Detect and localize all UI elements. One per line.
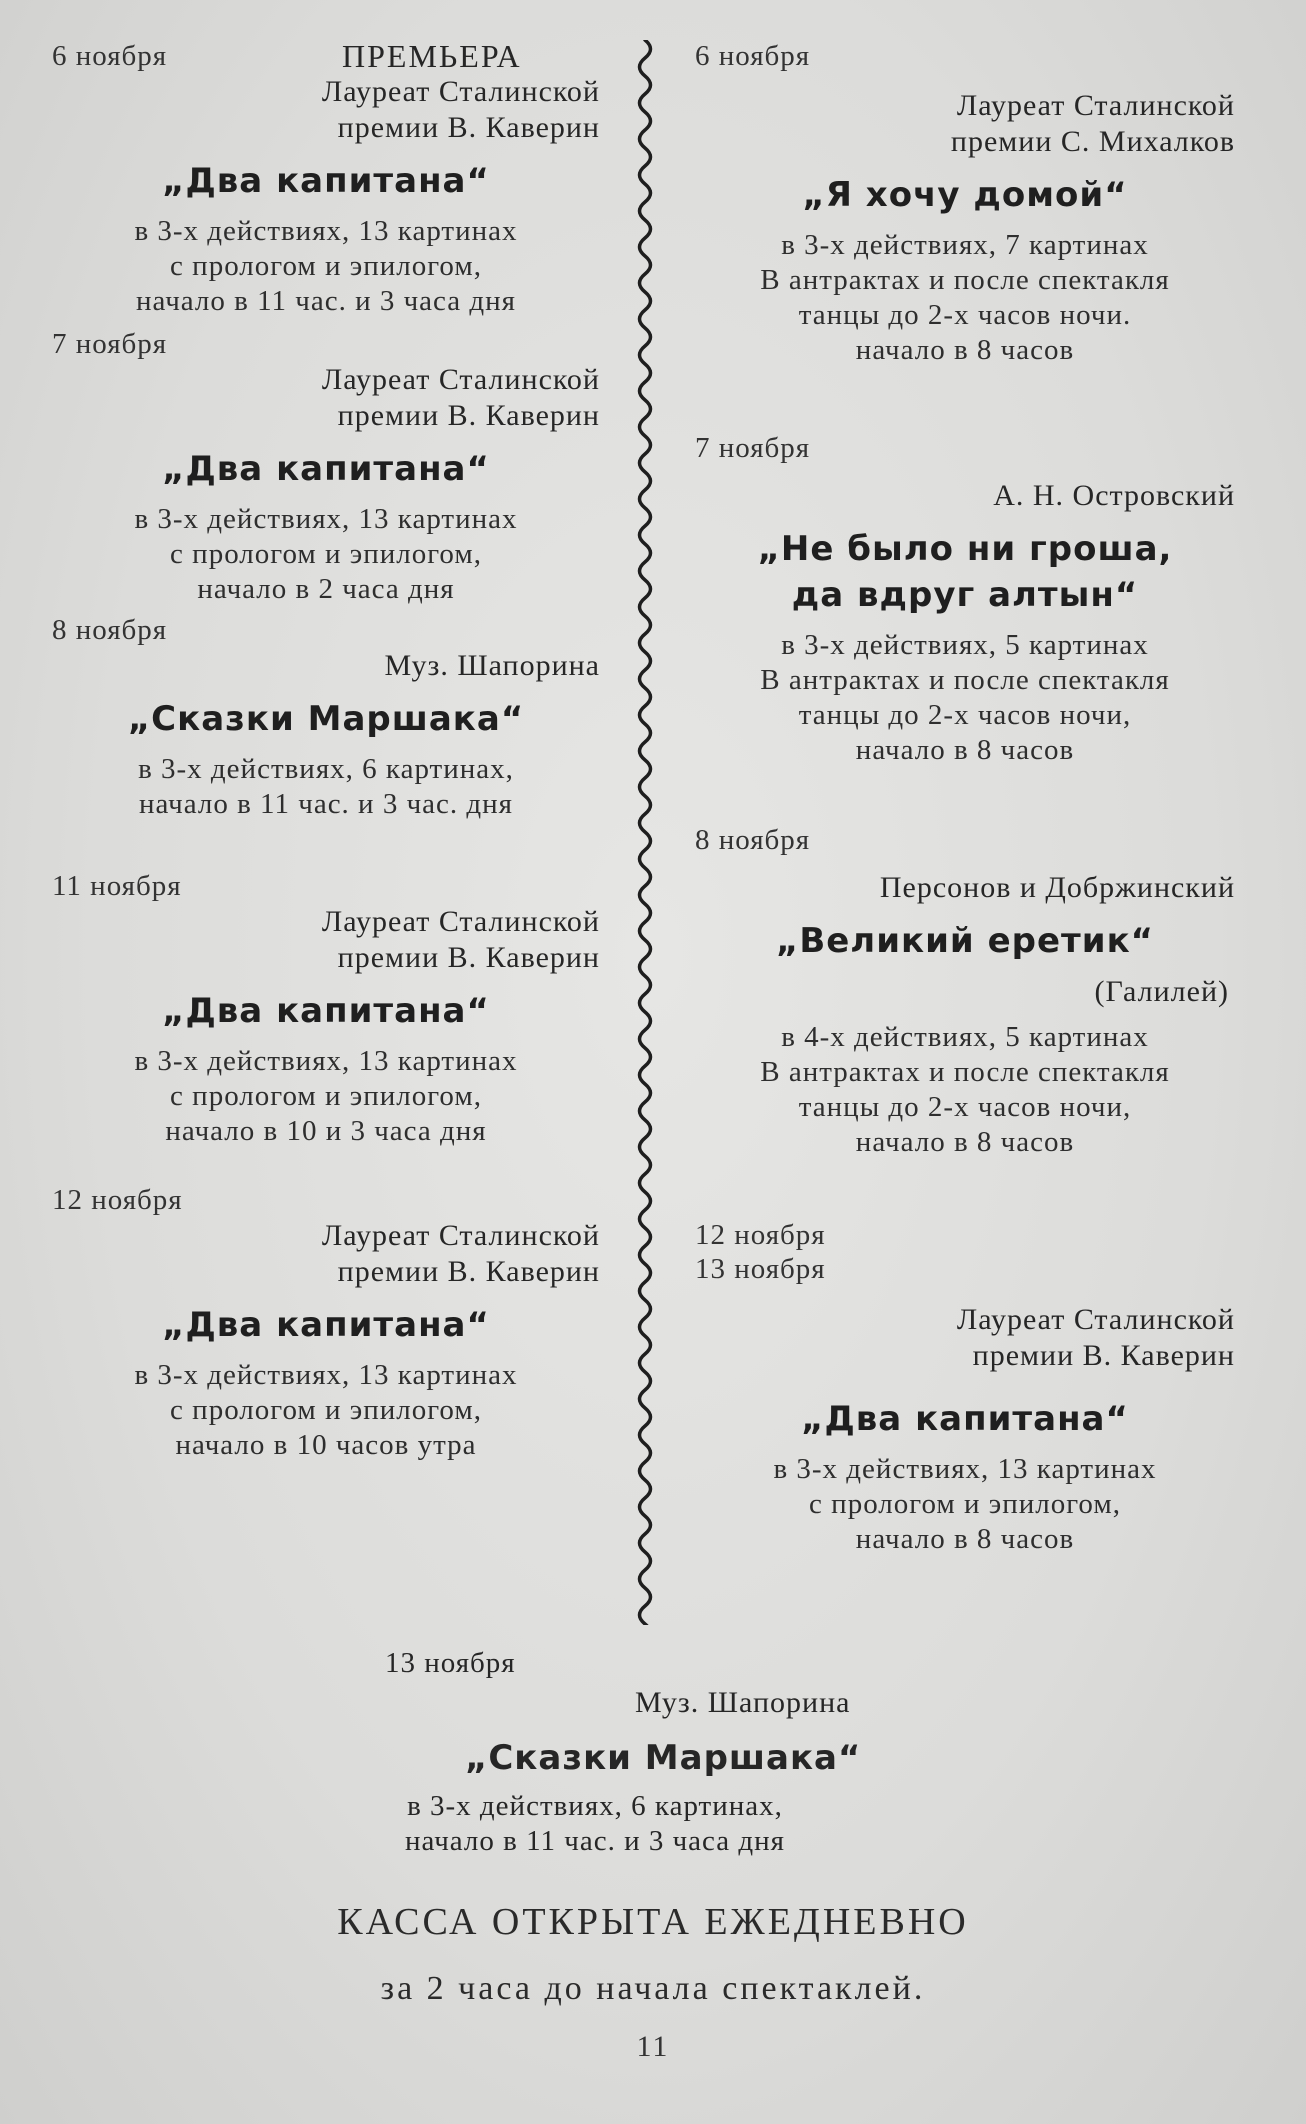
entry-author: Лауреат Сталинской премии В. Каверин: [321, 75, 600, 144]
entry-details: в 3-х действиях, 13 картинах с прологом и эпилогом, начало в 10 и 3 часа дня: [134, 1045, 518, 1147]
entry-author: Персонов и Добржинский: [879, 871, 1235, 904]
entry-date: 6 ноября: [52, 40, 168, 72]
entry-details: в 3-х действиях, 13 картинах с прологом и эпилогом, начало в 8 часов: [773, 1453, 1157, 1555]
entry-author: Лауреат Сталинской премии С. Михалков: [950, 89, 1235, 158]
entry-date: 6 ноября: [695, 40, 811, 72]
entry-date: 7 ноября: [695, 432, 811, 464]
premiere-label: ПРЕМЬЕРА: [342, 38, 522, 74]
entry-title: „Два капитана“: [162, 1305, 490, 1345]
schedule-entry: [52, 1182, 600, 1463]
entry-details: в 3-х действиях, 6 картинах, начало в 11 час. и 3 часа дня: [404, 1790, 786, 1857]
entry-author: Муз. Шапорина: [635, 1686, 851, 1719]
entry-date: 7 ноября: [52, 328, 168, 360]
entry-date: 8 ноября: [52, 614, 168, 646]
schedule-entry: [52, 612, 600, 842]
entry-author: А. Н. Островский: [993, 479, 1235, 512]
entry-title: „Я хочу домой“: [802, 175, 1128, 215]
entry-title: „Великий еретик“: [775, 921, 1154, 961]
box-office-notice: КАССА ОТКРЫТА ЕЖЕДНЕВНО: [337, 1901, 969, 1943]
schedule-entry: [52, 326, 600, 606]
bottom-entry: [250, 1645, 1150, 1859]
entry-title: „Не было ни гроша, да вдруг алтын“: [757, 529, 1173, 615]
entry-date: 11 ноября: [52, 870, 182, 902]
entry-date: 12 ноября 13 ноября: [695, 1219, 826, 1285]
entry-title: „Два капитана“: [162, 449, 490, 489]
entry-date: 8 ноября: [695, 824, 811, 856]
entry-title: „Сказки Маршака“: [127, 699, 525, 739]
entry-author: Лауреат Сталинской премии В. Каверин: [956, 1303, 1235, 1372]
left-column: [52, 38, 600, 1463]
entry-details: в 3-х действиях, 7 картинах В антрактах и после спектакля танцы до 2-х часов ночи. начало в 8 часов: [760, 229, 1170, 366]
page-number: 11: [636, 2030, 670, 2063]
entry-title: „Два капитана“: [162, 991, 490, 1031]
schedule-entry: [695, 1218, 1235, 1557]
entry-author: Лауреат Сталинской премии В. Каверин: [321, 363, 600, 432]
entry-details: в 3-х действиях, 6 картинах, начало в 11 час. и 3 час. дня: [138, 753, 514, 820]
entry-title: „Два капитана“: [801, 1399, 1129, 1439]
schedule-entry: [52, 38, 600, 317]
box-office-hours: за 2 часа до начала спектаклей.: [380, 1970, 926, 2007]
entry-date: 12 ноября: [52, 1184, 183, 1216]
schedule-entry: [695, 38, 1235, 416]
wavy-divider: [625, 40, 665, 1625]
entry-details: в 3-х действиях, 5 картинах В антрактах и после спектакля танцы до 2-х часов ночи, начало в 8 часов: [760, 629, 1170, 766]
entry-title: „Два капитана“: [162, 161, 490, 201]
schedule-entry: [695, 430, 1235, 822]
entry-subtitle: (Галилей): [1094, 975, 1229, 1008]
schedule-entry: [52, 868, 600, 1158]
entry-details: в 3-х действиях, 13 картинах с прологом и эпилогом, начало в 11 час. и 3 часа дня: [134, 215, 518, 317]
entry-details: в 3-х действиях, 13 картинах с прологом и эпилогом, начало в 10 часов утра: [134, 1359, 518, 1461]
entry-title: „Сказки Маршака“: [465, 1738, 862, 1778]
entry-details: в 4-х действиях, 5 картинах В антрактах и после спектакля танцы до 2-х часов ночи, начало в 8 часов: [760, 1021, 1170, 1158]
schedule-entry: [695, 822, 1235, 1212]
entry-author: Лауреат Сталинской премии В. Каверин: [321, 905, 600, 974]
right-column: [695, 38, 1235, 1557]
entry-date: 13 ноября: [385, 1647, 516, 1679]
entry-details: в 3-х действиях, 13 картинах с прологом и эпилогом, начало в 2 часа дня: [134, 503, 518, 605]
entry-author: Муз. Шапорина: [384, 649, 600, 682]
entry-author: Лауреат Сталинской премии В. Каверин: [321, 1219, 600, 1288]
